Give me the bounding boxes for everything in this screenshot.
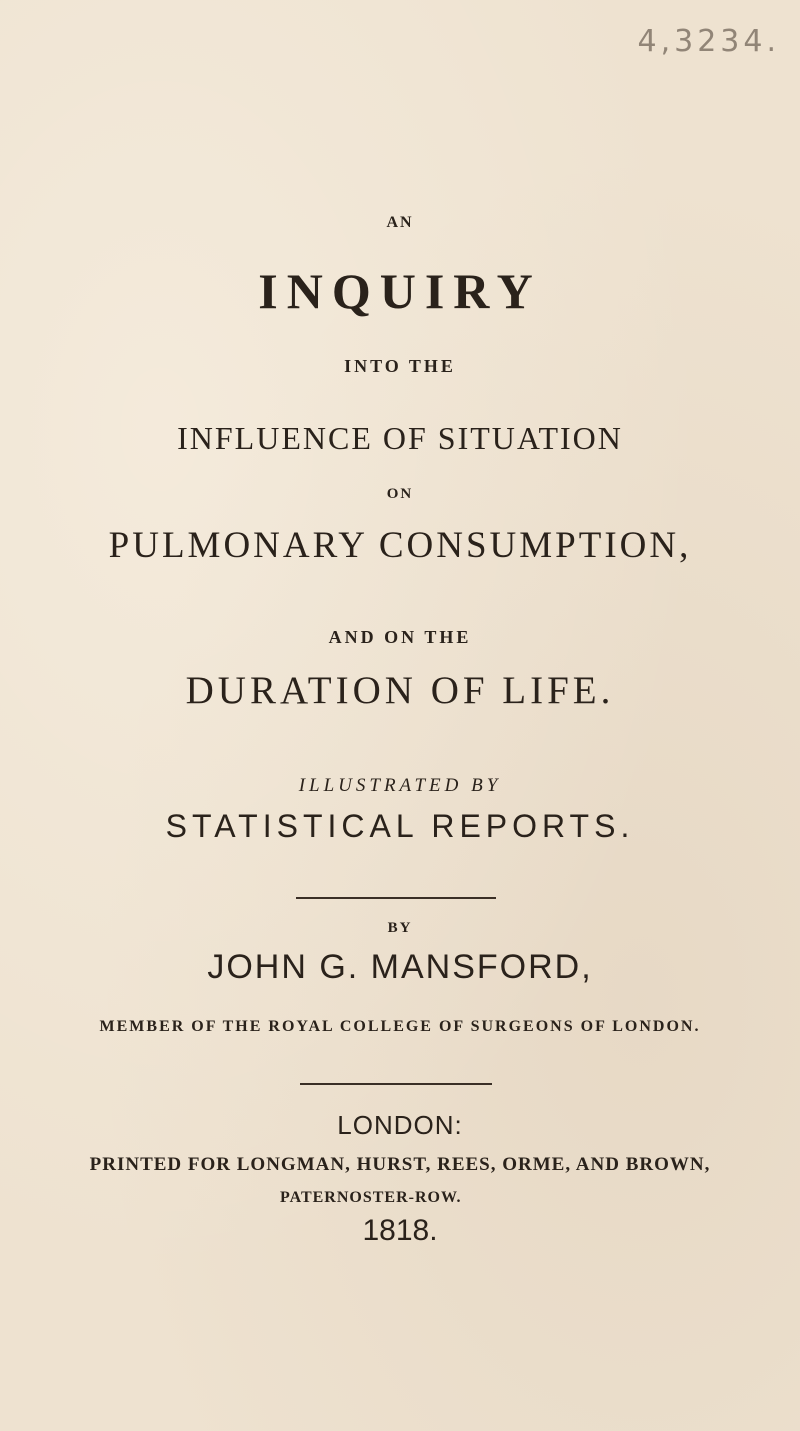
title-an: AN <box>386 214 414 231</box>
title-and-on-the: AND ON THE <box>328 627 472 647</box>
imprint-publisher: PRINTED FOR LONGMAN, HURST, REES, ORME, AND BROWN, <box>89 1154 711 1175</box>
divider-rule <box>300 1083 492 1085</box>
title-influence: INFLUENCE OF SITUATION <box>177 420 623 456</box>
imprint-year: 1818. <box>362 1214 438 1247</box>
title-pulmonary: PULMONARY CONSUMPTION, <box>108 525 692 566</box>
imprint-address: PATERNOSTER-ROW. <box>280 1189 462 1206</box>
title-statistical: STATISTICAL REPORTS. <box>165 808 635 844</box>
title-inquiry: INQUIRY <box>258 263 542 319</box>
title-on: ON <box>386 486 414 502</box>
byline-by: BY <box>387 920 413 936</box>
title-illustrated-by: ILLUSTRATED BY <box>298 775 502 796</box>
author-affiliation: MEMBER OF THE ROYAL COLLEGE OF SURGEONS OF LONDON. <box>99 1018 701 1035</box>
handwritten-shelfmark: 4,3234. <box>637 24 780 59</box>
title-duration: DURATION OF LIFE. <box>185 669 615 712</box>
title-into-the: INTO THE <box>344 356 456 376</box>
imprint-place: LONDON: <box>337 1110 463 1140</box>
divider-rule <box>296 897 496 899</box>
author-name: JOHN G. MANSFORD, <box>207 948 593 986</box>
